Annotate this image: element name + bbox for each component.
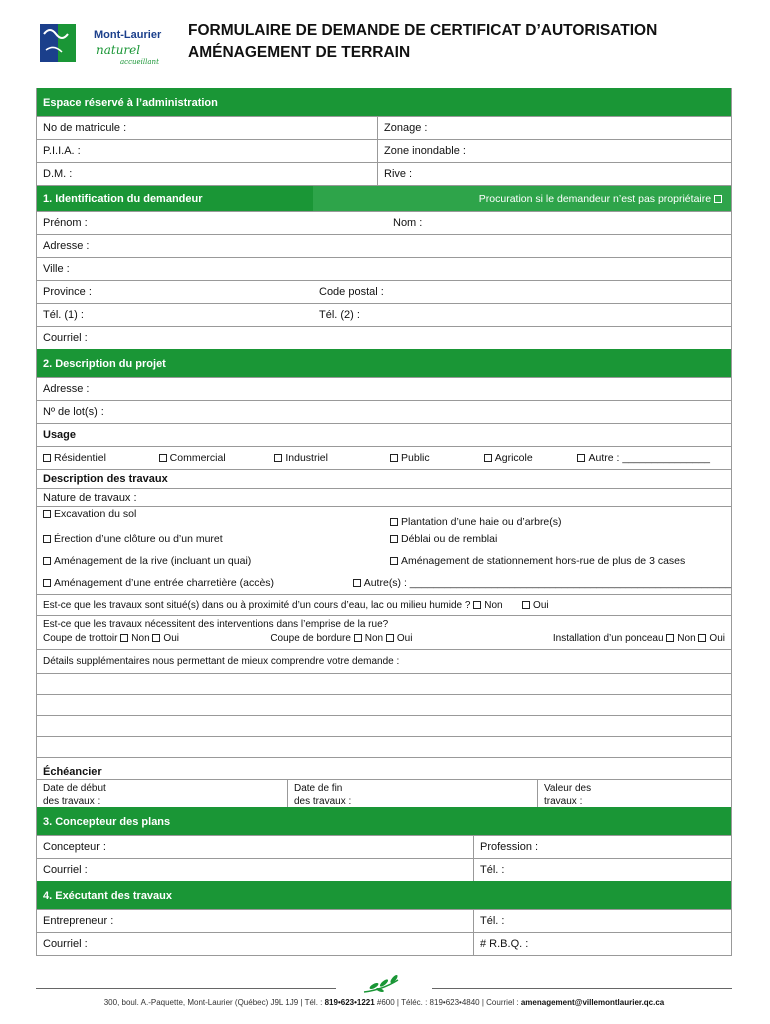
ville-field[interactable]: Ville : [43,263,70,275]
details-line[interactable] [37,694,731,715]
plantation-checkbox[interactable]: Plantation d’une haie ou d’arbre(s) [384,508,731,528]
checkbox-icon[interactable] [714,195,722,203]
entree-checkbox[interactable]: Aménagement d’une entrée charretière (accès) [37,577,347,589]
deblai-checkbox[interactable]: Déblai ou de remblai [384,533,731,545]
entrepreneur-field[interactable]: Entrepreneur : [43,915,114,927]
usage-public[interactable]: Public [384,452,478,464]
admin-heading: Espace réservé à l’administration [37,88,731,116]
usage-options [37,447,731,469]
form-title [188,20,657,64]
procuration-checkbox[interactable]: Procuration si le demandeur n’est pas propriétaire [313,186,731,211]
tel1-field[interactable]: Tél. (1) : [43,309,84,321]
tel-concepteur-field[interactable]: Tél. : [473,859,731,881]
usage-commercial[interactable]: Commercial [153,452,269,464]
details-label: Détails supplémentaires nous permettant de mieux comprendre votre demande : [43,656,400,667]
trottoir-option[interactable]: Coupe de trottoir Non Oui [43,633,179,644]
lots-field[interactable]: Nº de lot(s) : [43,406,104,418]
nom-field[interactable]: Nom : [393,217,423,229]
prenom-field[interactable]: Prénom : [43,217,88,229]
autres-checkbox[interactable]: Autre(s) : _______________________________________________________ [347,577,731,589]
bordure-option[interactable]: Coupe de bordure Non Oui [270,633,413,644]
usage-residentiel[interactable]: Résidentiel [37,452,153,464]
tel-entrepreneur-field[interactable]: Tél. : [473,910,731,932]
code-postal-field[interactable]: Code postal : [319,286,384,298]
courriel-demandeur-field[interactable]: Courriel : [43,332,88,344]
stationnement-checkbox[interactable]: Aménagement de stationnement hors-rue de plus de 3 cases [384,555,731,567]
section2-heading: 2. Description du projet [37,349,731,377]
zone-inondable-field[interactable]: Zone inondable : [377,140,731,162]
description-travaux-heading: Description des travaux [43,473,168,485]
usage-autre[interactable]: Autre : _______________ [571,452,731,464]
cours-eau-oui[interactable] [522,601,530,609]
concepteur-field[interactable]: Concepteur : [43,841,106,853]
usage-industriel[interactable]: Industriel [268,452,384,464]
form-body [36,88,732,956]
echeancier-heading: Échéancier [43,765,102,778]
usage-agricole[interactable]: Agricole [478,452,572,464]
details-line[interactable] [37,715,731,736]
zonage-field[interactable]: Zonage : [377,117,731,139]
details-line[interactable] [37,736,731,757]
footer-email-link[interactable]: amenagement@villemontlaurier.qc.ca [520,998,665,1007]
excavation-checkbox[interactable]: Excavation du sol [37,508,384,528]
ponceau-option[interactable]: Installation d’un ponceau Non Oui [552,633,725,644]
emprise-block [37,615,731,649]
valeur-field[interactable]: Valeur des travaux : [537,780,731,807]
dm-field[interactable]: D.M. : [43,168,73,180]
tel2-field[interactable]: Tél. (2) : [319,309,360,321]
piia-field[interactable]: P.I.I.A. : [43,145,81,157]
adresse-projet-field[interactable]: Adresse : [43,383,90,395]
adresse-demandeur-field[interactable]: Adresse : [43,240,90,252]
profession-field[interactable]: Profession : [473,836,731,858]
province-field[interactable]: Province : [43,286,92,298]
cours-eau-non[interactable] [473,601,481,609]
courriel-concepteur-field[interactable]: Courriel : [43,864,88,876]
svg-text:Mont-Laurier: Mont-Laurier [94,29,162,41]
section1-heading: 1. Identification du demandeur [37,186,313,211]
footer-contact: 300, boul. A.-Paquette, Mont-Laurier (Québec) J9L 1J9 | Tél. : 819•623•1221 #600 | Téléc. : 819•623•4840 | Courriel : amenagement@villemontlaurier.qc.ca [103,998,665,1007]
usage-heading: Usage [43,429,77,441]
emprise-question: Est-ce que les travaux nécessitent des interventions dans l’emprise de la rue? [43,619,389,630]
date-debut-field[interactable]: Date de début des travaux : [43,783,106,807]
cours-eau-question: Est-ce que les travaux sont situé(s) dans ou à proximité d’un cours d’eau, lac ou milieu humide ? Non Oui [43,599,549,611]
rive-admin-field[interactable]: Rive : [377,163,731,185]
page-header [36,14,736,74]
title-line-2: AMÉNAGEMENT DE TERRAIN [188,44,411,61]
rive-checkbox[interactable]: Aménagement de la rive (incluant un quai) [37,555,384,567]
section4-heading: 4. Exécutant des travaux [37,881,731,909]
cloture-checkbox[interactable]: Érection d’une clôture ou d’un muret [37,533,384,545]
leaf-icon [360,974,410,996]
date-fin-field[interactable]: Date de fin des travaux : [287,780,537,807]
nature-travaux-label: Nature de travaux : [43,491,137,504]
rbq-field[interactable]: # R.B.Q. : [473,933,731,955]
details-line[interactable] [37,673,731,694]
svg-text:naturel: naturel [96,43,141,57]
svg-text:accueillant: accueillant [120,58,159,66]
courriel-entrepreneur-field[interactable]: Courriel : [43,938,88,950]
page-footer [36,986,732,1020]
section3-heading: 3. Concepteur des plans [37,807,731,835]
matricule-field[interactable]: No de matricule : [43,122,127,134]
title-line-1: FORMULAIRE DE DEMANDE DE CERTIFICAT D’AUTORISATION [188,22,658,39]
mont-laurier-logo [36,14,176,74]
